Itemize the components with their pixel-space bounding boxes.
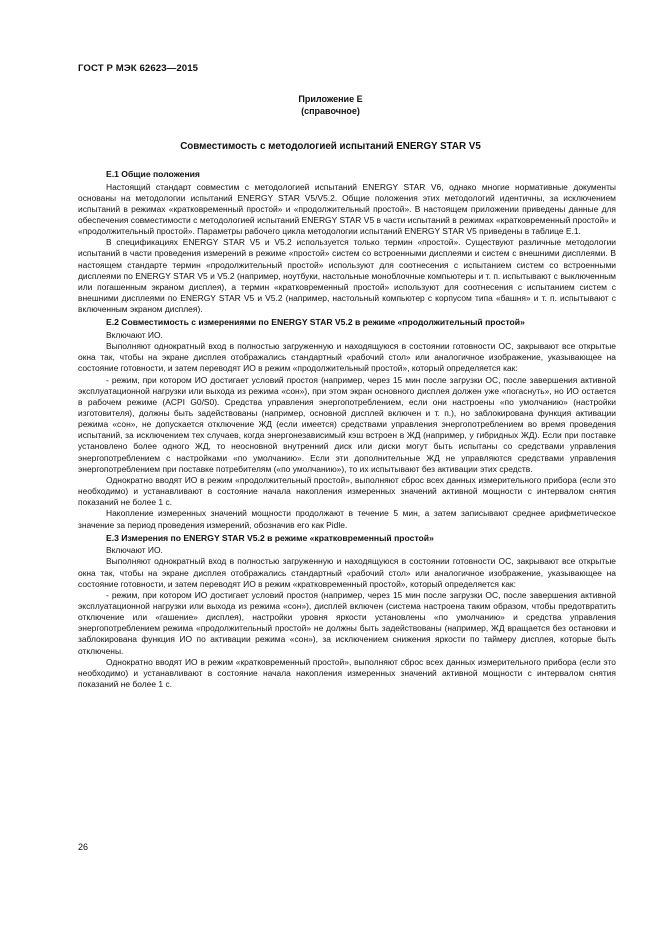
section-heading-e2: Е.2 Совместимость с измерениями по ENERGY STAR V5.2 в режиме «продолжительный простой» — [106, 317, 525, 328]
paragraph: Выполняют однократный вход в полностью загруженную и находящуюся в состоянии готовности ОС, закрывают все открытые окна так, чтобы на экране дисплея отображались стандартный «рабочий стол» или аналогичное изображение, указывающее на состояние готовности, и затем переводят ИО в режим «кратковременный простой», который определяется как: — [78, 556, 616, 589]
section-heading-e1: Е.1 Общие положения — [106, 169, 200, 179]
paragraph: Включают ИО. — [106, 329, 163, 340]
paragraph: Однократно вводят ИО в режим «кратковременный простой», выполняют сброс всех данных измерительного прибора (если это необходимо) и устанавливают в состояние начала накопления измеренных значений активной мощности с интервалом снятия показаний не более 1 с. — [78, 656, 616, 690]
list-item: - режим, при котором ИО достигает условий простоя (например, через 15 мин после загрузки ОС, после завершения активной эксплуатационной нагрузки или выхода из режима «сон»), дисплей включен (система настроена таким образом, чтобы предотвратить отключение или «гашение» дисплея), настройки уровня яркости установлены «по умолчанию» и средства управления энергопотреблением режима «продолжительный простой» не должны быть задействованы (например, ЖД вращается без остановки и заблокирована функция ИО по активации режима «сон»), за исключением снижения яркости по таймеру дисплея, которые быть отключены. — [78, 589, 616, 656]
standard-id: ГОСТ Р МЭК 62623—2015 — [78, 63, 199, 74]
paragraph: Включают ИО. — [106, 545, 163, 556]
document-body — [78, 167, 616, 690]
appendix-title: Приложение Е — [298, 94, 363, 104]
appendix-subtitle: (справочное) — [301, 106, 360, 116]
page-number: 26 — [78, 842, 89, 852]
list-item: - режим, при котором ИО достигает условий простоя (например, через 15 мин после загрузки ОС, после завершения активной эксплуатационной нагрузки или выхода из режима «сон»), при этом экран основного дисплея должен уже «погаснуть», но ИО остается в рабочем режиме (ACPI G0/S0). Средства управления энергопотреблением, если они настроены «по умолчанию» (настройки изготовителя), должны быть задействованы (например, основной дисплей включен и т. п.), но заблокирована функция активации режима «сон», не допускается отключение ЖД (если имеется) средствами управления энергопотреблением во время проведения испытаний, за исключением тех случаев, когда энергонезависимый кэш встроен в ЖД (например, у гибридных ЖД). Если при поставке установлено более одного ЖД, то неосновной внутренний диск или диски могут быть испытаны со средствами управления энергопотреблением с настройками «по умолчанию». Если эти дополнительные ЖД не управляются средствами управления энергопотреблением при поставке потребителям («по умолчанию»), то их испытывают без активации этих средств. — [78, 374, 616, 474]
paragraph: Настоящий стандарт совместим с методологией испытаний ENERGY STAR V6, однако многие нормативные документы основаны на методологии испытаний ENERGY STAR V5/V5.2. Общие положения этих методологий идентичны, за исключением испытаний в режимах «кратковременный простой» и «продолжительный простой». В настоящем приложении приведены данные для обеспечения совместимости с методологией испытаний ENERGY STAR V5 в части испытаний в режимах «кратковременный простой» и «продолжительный простой». Параметры рабочего цикла методологии испытаний ENERGY STAR V5 приведены в таблице Е.1. — [78, 181, 616, 237]
paragraph: Выполняют однократный вход в полностью загруженную и находящуюся в состоянии готовности ОС, закрывают все открытые окна так, чтобы на экране дисплея отображались стандартный «рабочий стол» или аналогичное изображение, указывающее на состояние готовности, и затем переводят ИО в режим «продолжительный простой», который определяется как: — [78, 341, 616, 374]
appendix-block — [0, 93, 661, 117]
paragraph: В спецификациях ENERGY STAR V5 и V5.2 используется только термин «простой». Существуют различные методологии испытаний в части проведения измерений в режиме «простой» систем со встроенными дисплеями и систем с внешними дисплеями. В настоящем стандарте термин «продолжительный простой» используют для соотнесения с испытанием систем со встроенными дисплеями по ENERGY STAR V5 и V5.2 (например, ноутбуки, настольные моноблочные компьютеры и т. п. испытывают с выключенным или погашенным экраном дисплея), а термин «кратковременный простой» используют для соотнесения с испытанием систем с внешними дисплеями по ENERGY STAR V5 и V5.2 (например, настольный компьютер с корпусом типа «башня» и т. п. испытывают с включенным экраном дисплея). — [78, 237, 616, 315]
paragraph: Однократно вводят ИО в режим «продолжительный простой», выполняют сброс всех данных измерительного прибора (если это необходимо) и устанавливают в состояние начала накопления измеренных значений активной мощности с интервалом снятия показаний не более 1 с. — [78, 474, 616, 508]
section-heading-e3: Е.3 Измерения по ENERGY STAR V5.2 в режиме «кратковременный простой» — [106, 532, 434, 543]
main-title: Совместимость с методологией испытаний ENERGY STAR V5 — [180, 141, 481, 152]
paragraph: Накопление измеренных значений мощности продолжают в течение 5 мин, а затем записывают среднее арифметическое значение за период проведения измерений, обозначив его как Pidle. — [78, 508, 616, 530]
